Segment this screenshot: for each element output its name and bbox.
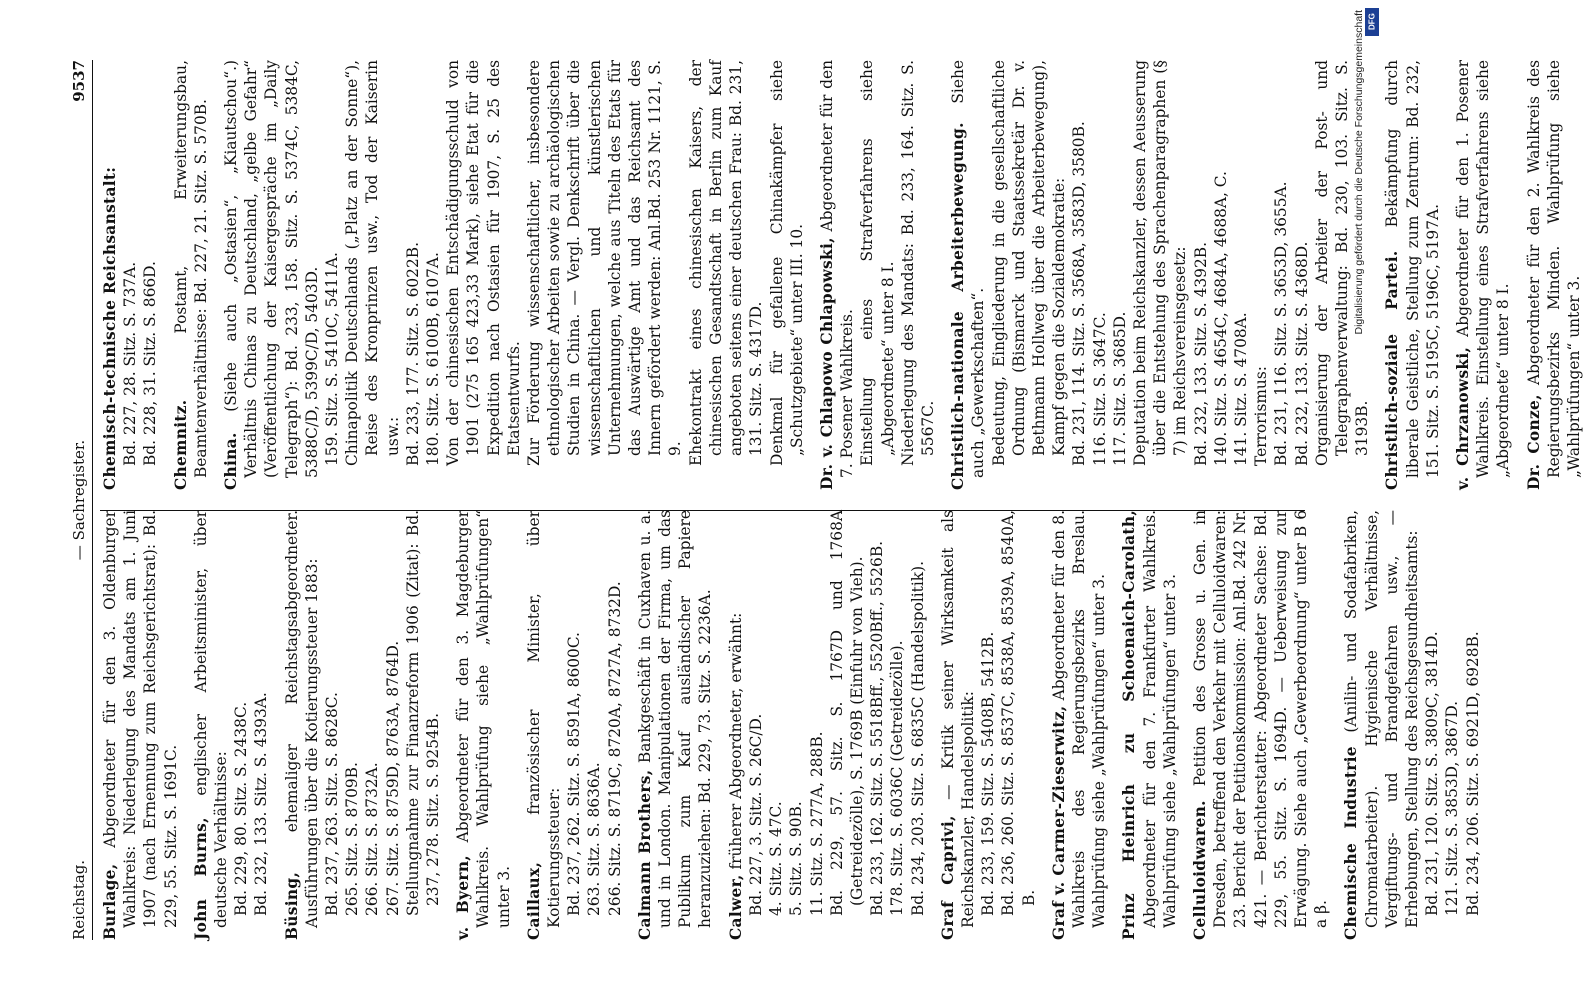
entry-reference: Bd. 234, 203. Sitz. S. 6835C (Handelspolitik). [908,560,927,916]
register-entry [1119,510,1180,940]
entry-headword: Chemische Industrie [1342,746,1361,940]
entry-reference: Bd. 232, 133. Sitz. S. 4393A. [252,692,271,916]
entry-headword: Calmann Brothers, [635,769,654,940]
entry-reference: 116. Sitz. S. 3647C. [1090,312,1109,466]
entry-reference: 4. Sitz. S. 47C. [767,801,786,916]
entry-text: ehemaliger Reichstagsabgeordneter. Ausführungen über die Kotierungssteuer 1883: [282,510,321,928]
entry-headword: Dr. v. Chlapowo Chlapowski, [817,237,836,490]
entry-headword: Graf Caprivi, [938,815,957,940]
register-entry [1524,60,1584,490]
entry-reference: Deputation beim Reichskanzler, dessen Aeusserung über die Entstehung des Sprachenparagraphen (§ 7) im Reichsvereinsgesetz: [1130,60,1190,466]
entry-reference: Bd. 231, 116. Sitz. S. 3653D, 3655A. [1272,181,1291,466]
entry-text: Abgeordneter für den 7. Frankfurter Wahlkreis. Wahlprüfung siehe „Wahlprüfungen“ unter 3. [1140,510,1179,928]
entry-reference: Organisierung der Arbeiter der Post- und Telegraphenverwaltung: Bd. 230, 103. Sitz. S. 3193B. [1312,60,1372,466]
column-divider [100,510,1305,511]
entry-reference: 265. Sitz. S. 8709B. [343,762,362,916]
register-entry [635,510,716,940]
register-entry [524,510,625,940]
register-entry [171,60,211,490]
entry-reference: Bd. 233, 177. Sitz. S. 6022B. [403,242,422,466]
entry-headword: John Burns, [191,817,210,940]
digitization-credit: Digitalisierung gefördert durch die Deutsche Forschungsgemeinschaft [1353,10,1365,335]
entry-reference: Bd. 233, 162. Sitz. S. 5518Bff., 5520Bff., 5526B. [868,540,887,916]
entry-text: Abgeordneter für den 1. Posener Wahlkreis. Einstellung eines Strafverfahrens siehe „Abgeordnete“ unter 8 I. [1454,60,1513,478]
entry-reference: 141. Sitz. S. 4708A. [1231,312,1250,466]
entry-text: Petition des Grosse u. Gen. in Dresden, betreffend den Verkehr mit Celluloidwaren: 23. Bericht der Petitionskommission: Anl.Bd. 242 Nr. 421. — Berichterstatter: Abgeordneter Sachse: Bd. 229, 55. Sitz. S. 1694D. — Ueberweisung zur Erwägung. Siehe auch „Gewerbeordnung“ unter B 6 a β. [1190,510,1331,928]
entry-text: Abgeordneter für den 3. Magdeburger Wahlkreis. Wahlprüfung siehe „Wahlprüfungen“ unter 3. [454,510,513,928]
register-entry [817,60,938,490]
entry-text: Bekämpfung durch liberale Geistliche, Stellung zum Zentrum: Bd. 232, 151. Sitz. S. 5195C, 5196C, 5197A. [1383,60,1442,478]
entry-reference: 140. Sitz. S. 4654C, 4684A, 4688A, C. [1211,171,1230,466]
register-entry [1382,60,1443,490]
entry-text: französischer Minister, über Kotierungssteuer: [524,510,564,928]
entry-text: (Anilin- und Sodafabriken, Chromatarbeiter). Hygienische Verhältnisse, Vergiftungs- und Brandgefahren usw., — Erhebungen, Stellung des Reichsgesundheitsamts: [1342,510,1421,928]
entry-headword: Chemnitz. [171,399,190,490]
entry-reference: Ehekontrakt eines chinesischen Kaisers, der chinesischen Gesandtschaft in Berlin zum Kauf angeboten seitens einer deutschen Frau: Bd. 231, 131. Sitz. S. 4317D. [686,60,766,466]
entry-reference: Bd. 234, 206. Sitz. S. 6921D, 6928B. [1463,631,1482,916]
entry-headword: Chemisch-technische Reichsanstalt: [101,166,119,490]
entry-reference: Bd. 227, 3. Sitz. S. 26C/D. [746,713,765,916]
entry-reference: Bd. 237, 263. Sitz. S. 8628C. [323,692,342,916]
entry-headword: Büsing, [282,871,301,940]
register-entry [221,60,807,490]
entry-text: früherer Abgeordneter, erwähnt: [726,612,745,870]
entry-reference: Von der chinesischen Entschädigungsschuld von 1901 (275 165 423,33 Mark), siehe Etat für die Expedition nach Ostasien für 1907, S. 25 des Etatsentwurfs. [444,60,523,466]
entry-reference: 178. Sitz. S. 6036C (Getreidezölle). [888,640,907,916]
entry-headword: China. [222,432,241,490]
register-entry [453,510,514,940]
entry-reference: Bedeutung, Eingliederung in die gesellschaftliche Ordnung (Bismarck und Staatssekretär Dr. v. Bethmann Hollweg über die Arbeiterbewegung), Kampf gegen die Sozialdemokratie: [989,60,1069,466]
entry-headword: Caillaux, [524,861,543,940]
register-entry [100,510,181,940]
entry-reference: Einstellung eines Strafverfahrens siehe „Abgeordnete“ unter 8 I. [858,60,897,466]
entry-reference: Bd. 227, 28. Sitz. S. 737A. [121,261,140,466]
entry-headword: v. Chrzanowski, [1454,346,1472,490]
entry-reference: Niederlegung des Mandats: Bd. 233, 164. Sitz. S. 5567C. [898,60,937,466]
entry-reference: 180. Sitz. S. 6100B, 6107A. [424,252,443,466]
entry-headword: Graf v. Carmer-Zieserwitz, [1049,705,1068,940]
header-center: — Sachregister. [70,439,88,561]
entry-reference: Terrorismus: [1252,366,1271,466]
register-entry [726,510,928,940]
register-entry [938,510,1039,940]
entry-reference: Bd. 237, 262. Sitz. S. 8591A, 8600C. [565,632,584,916]
register-entry [1453,60,1514,490]
register-entry [1190,510,1331,940]
entry-reference: Bd. 233, 159. Sitz. S. 5408B, 5412B. [979,631,998,916]
entry-headword: Christlich-nationale Arbeiterbewegung. [949,122,968,490]
dfg-logo: DFG [1365,8,1379,36]
entry-headword: Calwer, [726,874,745,940]
entry-reference: 121. Sitz. S. 3853D, 3867D. [1443,700,1462,916]
entry-reference: Bd. 229, 80. Sitz. S. 2438C. [232,701,251,916]
entry-text: Abgeordneter für den 7. Posener Wahlkreis. [817,60,857,478]
left-column [100,510,1482,940]
entry-reference: Bd. 228, 31. Sitz. S. 866D. [141,261,160,466]
entry-reference: 267. Sitz. S. 8759D, 8763A, 8764D. [383,640,402,916]
entry-text: — Kritik seiner Wirksamkeit als Reichskanzler, Handelspolitik: [938,510,977,928]
entry-text: Postamt, Erweiterungsbau, Beamtenverhältnisse: Bd. 227, 21. Sitz. S. 570B. [171,60,210,478]
entry-text: Bankgeschäft in Cuxhaven u. a. und in London. Manipulationen der Firma, um das Publikum zum Kauf ausländischer Papiere heranzuziehen: Bd. 229, 73. Sitz. S. 2236A. [635,510,715,928]
page-header [64,60,93,940]
entry-text: englischer Arbeitsminister, über deutsche Verhältnisse: [191,510,231,928]
entry-reference: Zur Förderung wissenschaftlicher, insbesondere ethnologischer Arbeiten sowie zu archäologischen Studien in China. — Vergl. Denkschrift über die wissenschaftlichen und künstlerischen Unternehmungen, welche aus Titeln des Etats für das Auswärtige Amt und das Reichsamt des Innern gefördert werden: Anl.Bd. 253 Nr. 1121, S. 9. [525,60,685,466]
entry-reference: 5. Sitz. S. 90B. [787,801,806,916]
entry-reference: Stellungnahme zur Finanzreform 1906 (Zitat): Bd. 237, 278. Sitz. S. 9254B. [403,510,443,916]
page-number: 9537 [70,60,88,102]
entry-reference: Denkmal für gefallene Chinakämpfer siehe „Schutzgebiete“ unter III. 10. [767,60,806,466]
entry-reference: Bd. 236, 260. Sitz. S. 8537C, 8538A, 8539A, 8540A, B. [999,510,1038,916]
entry-reference: Bd. 231, 114. Sitz. S. 3568A, 3583D, 3580B. [1070,121,1089,466]
entry-reference: Bd. 232, 133. Sitz. S. 4392B. [1191,242,1210,466]
entry-reference: Chinapolitik Deutschlands („Platz an der Sonne“), Reise des Kronprinzen usw., Tod der Kaiserin usw.: [343,60,402,466]
header-left: Reichstag. [70,859,88,940]
entry-reference: 159. Sitz. S. 5410C, 5411A. [323,252,342,466]
entry-reference: 117. Sitz. S. 3685D. [1110,311,1129,466]
entry-text: Abgeordneter für den 3. Oldenburger Wahlkreis: Niederlegung des Mandats am 1. Juni 1907 (nach Ernennung zum Reichsgerichtsrat): Bd. 229, 55. Sitz. S. 1691C. [101,510,180,928]
entry-headword: Christlich-soziale Partei. [1383,250,1402,490]
register-entry [191,510,272,940]
entry-headword: Dr. Conze, [1524,394,1543,490]
register-entry [1049,510,1110,940]
entry-reference: 11. Sitz. S. 277A, 288B. [807,731,826,916]
entry-text: Abgeordneter für den 2. Wahlkreis des Regierungsbezirks Minden. Wahlprüfung siehe „Wahlprüfungen“ unter 3. [1524,60,1584,478]
entry-text: Abgeordneter für den 8. Wahlkreis des Regierungsbezirks Breslau. Wahlprüfung siehe „Wahlprüfungen“ unter 3. [1049,510,1109,928]
entry-reference: Bd. 231, 120. Sitz. S. 3809C, 3814D. [1423,631,1442,916]
register-entry [100,60,161,490]
entry-reference: 266. Sitz. S. 8719C, 8720A, 8727A, 8732D. [605,581,624,916]
entry-reference: 266. Sitz. S. 8732A. [363,762,382,916]
entry-headword: Burlage, [101,863,119,940]
register-entry [282,510,444,940]
entry-headword: v. Byern, [454,855,473,940]
entry-reference: 263. Sitz. S. 8636A. [585,762,604,916]
entry-headword: Prinz Heinrich zu Schoenaich-Carolath, [1120,510,1139,940]
entry-headword: Celluloidwaren. [1190,800,1209,940]
register-entry [948,60,1372,490]
entry-reference: Bd. 229, 57. Sitz. S. 1767D und 1768A (Getreidezölle), S. 1769B (Einfuhr von Vieh). [827,510,866,916]
entry-text: Siehe auch „Gewerkschaften“. [949,60,988,478]
entry-text: (Siehe auch „Ostasien“, „Kiautschou“.) Verhältnis Chinas zu Deutschland, „gelbe Gefahr“ (Veröffentlichung der Kaisergespräche im „Daily Telegraph“): Bd. 233, 158. Sitz. S. 5374C, 5384C, 5388C/D, 5399C/D, 5403D. [222,60,321,478]
entry-reference: Bd. 232, 133. Sitz. S. 4368D. [1292,241,1311,466]
